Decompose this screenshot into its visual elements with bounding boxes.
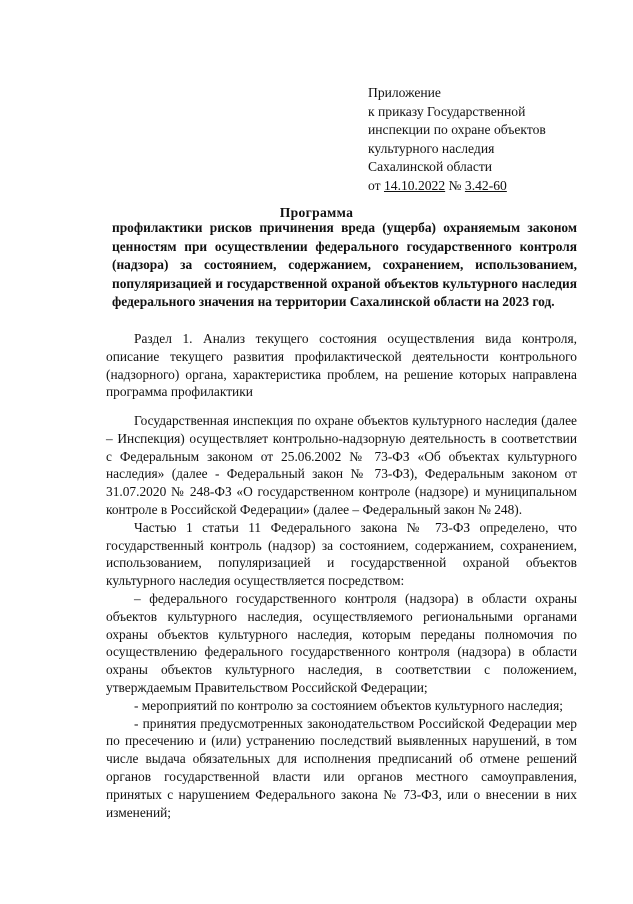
appendix-line: Сахалинской области [368, 159, 493, 175]
order-date: 14.10.2022 [383, 177, 446, 193]
appendix-line: инспекции по охране объектов [368, 122, 546, 138]
paragraph: Государственная инспекция по охране объектов культурного наследия (далее – Инспекция) осуществляет контрольно-надзорную деятельность в соответствии с Федеральным законом от 25.06.2002 № 73-ФЗ «Об объектах культурного наследия» (далее - Федеральный закон № 73-ФЗ), Федеральным законом от 31.07.2020 № 248-ФЗ «О государственном контроле (надзоре) и муниципальном контроле в Российской Федерации» (далее – Федеральный закон № 248). [106, 413, 577, 517]
section-heading-block [106, 330, 577, 401]
document-subtitle: профилактики рисков причинения вреда (ущерба) охраняемым законом ценностям при осуществлении федерального государственного контроля (надзора) за состоянием, содержанием, сохранением, использованием, популяризацией и государственной охраной объектов культурного наследия федерального значения на территории Сахалинской области на 2023 год. [112, 220, 577, 309]
appendix-line: к приказу Государственной [368, 103, 526, 119]
list-item: - мероприятий по контролю за состоянием объектов культурного наследия; [134, 697, 563, 713]
appendix-line: Приложение [368, 85, 441, 100]
list-item: – федерального государственного контроля (надзора) в области охраны объектов культурного наследия, осуществляемого региональными органами охраны объектов культурного наследия, которым переданы полномочия по осуществлению федерального государственного контроля (надзора) в области охраны объектов культурного наследия, в соответствии с положением, утверждаемым Правительством Российской Федерации; [106, 590, 577, 695]
main-text [106, 412, 577, 821]
number-sign: № [445, 177, 465, 193]
appendix-block [368, 84, 618, 196]
section-heading: Раздел 1. Анализ текущего состояния осуществления вида контроля, описание текущего развития профилактической деятельности контрольного (надзорного) органа, характеристика проблем, на решение которых направлена программа профилактики [106, 331, 577, 400]
paragraph: Частью 1 статьи 11 Федерального закона № 73-ФЗ определено, что государственный контроль (надзор) за состоянием, содержанием, сохранением, использованием, популяризацией и государственной охраной объектов культурного наследия осуществляется посредством: [106, 519, 577, 589]
document-title: Программа [279, 205, 354, 220]
order-number: 3.42-60 [464, 177, 507, 193]
appendix-line: культурного наследия [368, 140, 495, 156]
appendix-date-line [368, 177, 618, 196]
list-item: - принятия предусмотренных законодательством Российской Федерации мер по пресечению и (или) устранению последствий выявленных нарушений, в том числе выдача обязательных для исполнения предписаний об отмене решений органов государственной власти или органов местного самоуправления, принятых с нарушением Федерального закона № 73-ФЗ, или о внесении в них изменений; [106, 715, 577, 820]
date-prefix: от [368, 177, 384, 193]
